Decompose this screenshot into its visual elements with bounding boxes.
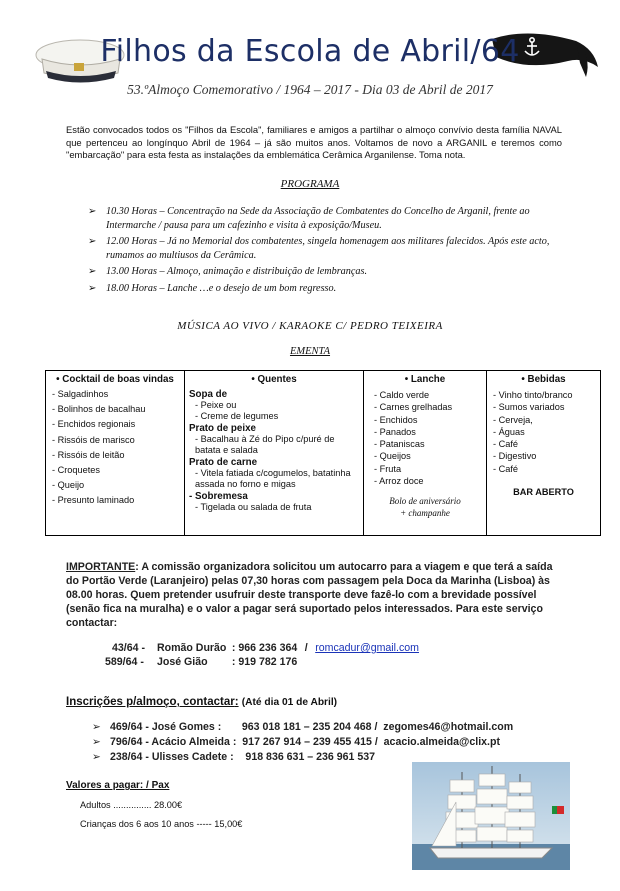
list-item: - Rissóis de marisco	[52, 434, 135, 445]
list-item: - Café	[493, 439, 519, 450]
arrow-bullet-icon: ➢	[88, 282, 97, 294]
list-item: ➢ 469/64 - José Gomes : 963 018 181 – 235 204 468 / zegomes46@hotmail.com	[92, 721, 514, 733]
list-item: - Fruta	[374, 463, 402, 474]
list-item: - Vinho tinto/branco	[493, 390, 573, 400]
list-item: - Queijos	[374, 451, 411, 462]
list-item: - Croquetes	[52, 464, 101, 475]
arrow-bullet-icon: ➢	[88, 266, 97, 278]
importante-paragraph: IMPORTANTE: A comissão organizadora solicitou um autocarro para a viagem e que terá a saída do Portão Verde (Laranjeiro) pelas 07,30 horas com passagem pela Doca da Marinha (Lisboa) às 08.00 horas. Quem pretender usufruir deste transporte deve fazê-lo com a brevidade possível (senão fica na muralha) e o valor a pagar será suportado pelos interessados. Para este serviço contactar:	[66, 561, 553, 629]
cocktail-column: • Cocktail de boas vindas - Salgadinhos - Bolinhos de bacalhau - Enchidos regionais - Rissóis de marisco - Rissóis de leitão - Croquetes - Queijo - Presunto laminado	[46, 371, 185, 536]
contact-row: 589/64 - José Gião : 919 782 176	[105, 656, 298, 668]
list-item: - Arroz doce	[374, 476, 424, 487]
list-item: - Enchidos	[374, 414, 418, 425]
list-item: ➢ 238/64 - Ulisses Cadete : 918 836 631 – 236 961 537	[92, 751, 376, 763]
list-item: - Pataniscas	[374, 439, 425, 450]
email-link[interactable]: romcadur@gmail.com	[315, 642, 419, 654]
intro-paragraph: Estão convocados todos os "Filhos da Escola", familiares e amigos a partilhar o almoço convívio desta família NAVAL que pertenceu ao longínquo Abril de 1964 – já são muitos anos. Voltamos de novo a ARGANIL e teremos como "embarcação" para esta festa as instalações da emblemática Cerâmica Arganilense. Toma nota.	[66, 124, 562, 160]
programa-heading: PROGRAMA	[280, 178, 340, 190]
bebidas-column: • Bebidas - Vinho tinto/branco - Sumos variados - Cerveja, - Águas - Café - Digestivo - Café BAR ABERTO	[487, 371, 601, 536]
programa-item: ➢ 18.00 Horas – Lanche …e o desejo de um bom regresso.	[88, 282, 337, 294]
list-item: - Panados	[374, 426, 416, 437]
list-item: - Águas	[493, 426, 525, 437]
price-criancas: Crianças dos 6 aos 10 anos ----- 15,00€	[80, 819, 243, 829]
list-item: - Cerveja,	[493, 414, 533, 425]
musica-line: MÚSICA AO VIVO / KARAOKE C/ PEDRO TEIXEIRA	[177, 320, 443, 332]
list-item: - Rissóis de leitão	[52, 449, 125, 460]
list-item: - Presunto laminado	[52, 495, 135, 506]
programa-item: ➢ 12.00 Horas – Já no Memorial dos combatentes, singela homenagem aos militares falecidos. Após este acto, rumamos ao multiusos da Cerâmica.	[88, 236, 550, 261]
arrow-bullet-icon: ➢	[88, 236, 97, 248]
lanche-column: • Lanche - Caldo verde - Carnes grelhadas - Enchidos - Panados - Pataniscas - Queijos - Fruta - Arroz doce Bolo de aniversário + champanhe	[364, 371, 487, 536]
inscricoes-list	[92, 720, 513, 765]
price-adultos: Adultos ............... 28.00€	[80, 800, 183, 810]
lanche-note: Bolo de aniversário + champanhe	[389, 496, 461, 519]
arrow-bullet-icon: ➢	[92, 751, 101, 763]
list-item: - Digestivo	[493, 451, 537, 462]
programa-item: ➢ 13.00 Horas – Almoço, animação e distribuição de lembranças.	[88, 266, 367, 278]
list-item: - Sumos variados	[493, 402, 565, 413]
list-item: - Enchidos regionais	[52, 419, 136, 430]
list-item: ➢ 796/64 - Acácio Almeida : 917 267 914 – 239 455 415 / acacio.almeida@clix.pt	[92, 736, 500, 748]
ementa-heading: EMENTA	[289, 346, 331, 357]
importante-label: IMPORTANTE	[66, 561, 136, 573]
list-item: - Café	[493, 463, 519, 474]
quentes-column: • Quentes Sopa de - Peixe ou - Creme de legumes Prato de peixe - Bacalhau à Zé do Pipo c/puré de batata e salada Prato de carne - Vitela fatiada c/cogumelos, batatinha assada no forno e migas - Sobremesa - Tigelada ou salada de fruta	[185, 371, 364, 536]
valores-heading: Valores a pagar: / Pax	[66, 780, 170, 791]
list-item: - Salgadinhos	[52, 389, 109, 399]
programa-item: ➢ 10.30 Horas – Concentração na Sede da Associação de Combatentes do Concelho de Arganil, frente ao Intermarche / pausa para um cafezinho e visita à exposição/Museu.	[88, 206, 530, 231]
list-item: - Bolinhos de bacalhau	[52, 404, 146, 415]
programa-list	[88, 205, 578, 299]
arrow-bullet-icon: ➢	[88, 206, 97, 217]
contact-row: 43/64 - Romão Durão : 966 236 364 / romcadur@gmail.com	[112, 642, 419, 654]
list-item: - Queijo	[52, 480, 85, 491]
bar-aberto-label: BAR ABERTO	[513, 487, 574, 498]
arrow-bullet-icon: ➢	[92, 721, 101, 733]
document-title: Filhos da Escola de Abril/64	[100, 34, 520, 69]
list-item: - Caldo verde	[374, 390, 430, 400]
sailing-ship-image	[412, 762, 570, 870]
arrow-bullet-icon: ➢	[92, 736, 101, 748]
list-item: - Carnes grelhadas	[374, 402, 453, 413]
ementa-table	[45, 370, 601, 536]
event-subtitle: 53.ºAlmoço Comemorativo / 1964 – 2017 - Dia 03 de Abril de 2017	[127, 82, 493, 97]
inscricoes-heading: Inscrições p/almoço, contactar: (Até dia 01 de Abril)	[66, 696, 338, 708]
transport-contacts	[105, 641, 419, 669]
